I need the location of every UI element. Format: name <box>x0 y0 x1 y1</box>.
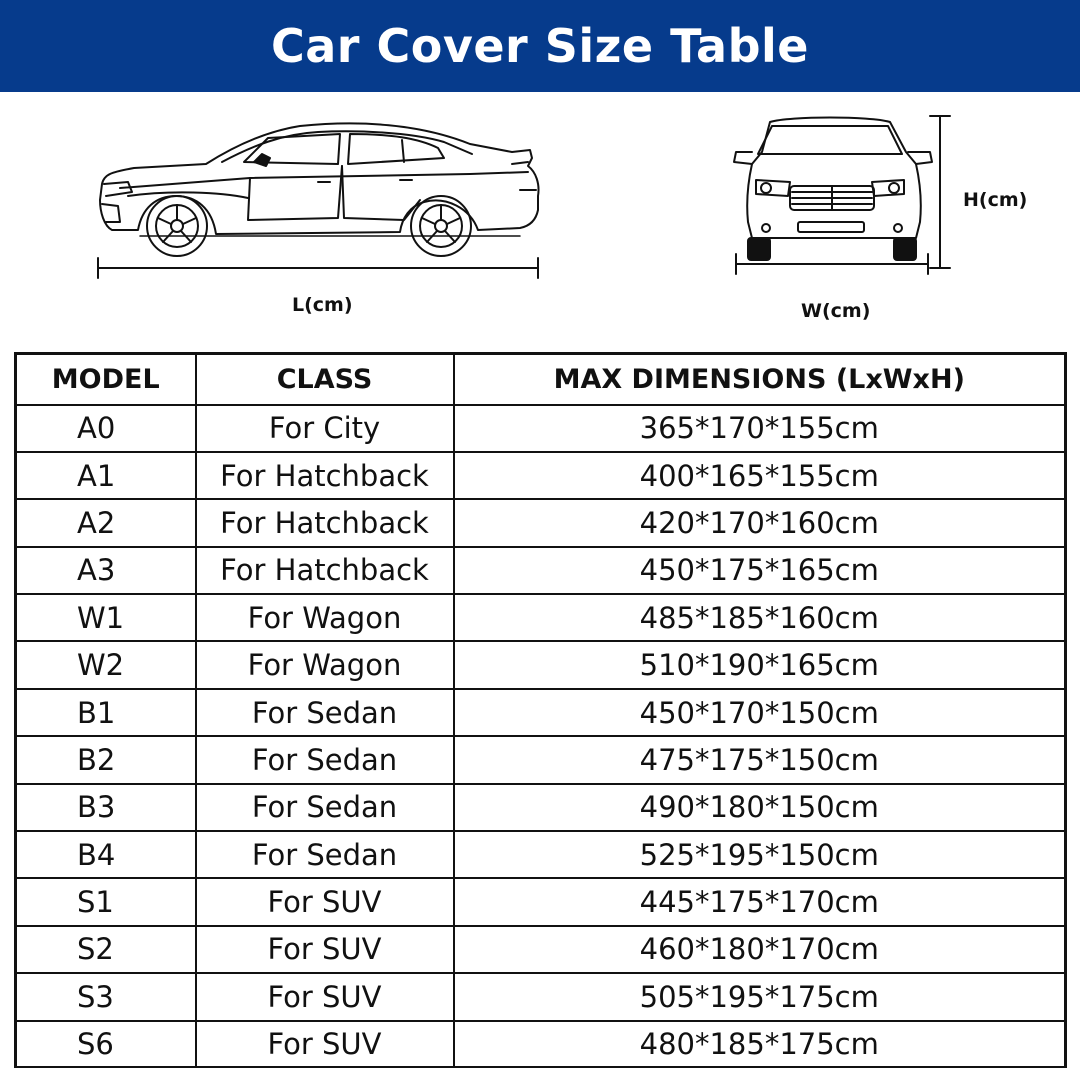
model-cell: B4 <box>16 831 196 878</box>
table-row <box>16 973 1066 1020</box>
table-row <box>16 499 1066 546</box>
table-row <box>16 926 1066 973</box>
table-row <box>16 784 1066 831</box>
model-cell: B2 <box>16 736 196 783</box>
dimensions-cell: 490*180*150cm <box>454 784 1066 831</box>
dimensions-cell: 450*170*150cm <box>454 689 1066 736</box>
class-cell: For Hatchback <box>196 547 454 594</box>
dimensions-cell: 475*175*150cm <box>454 736 1066 783</box>
size-table-header <box>16 354 1066 405</box>
car-dimension-diagram <box>0 92 1080 350</box>
dimensions-cell: 445*175*170cm <box>454 878 1066 925</box>
dimensions-cell: 365*170*155cm <box>454 405 1066 452</box>
header-class: CLASS <box>196 354 454 405</box>
table-row <box>16 736 1066 783</box>
model-cell: A2 <box>16 499 196 546</box>
table-row <box>16 831 1066 878</box>
model-cell: S6 <box>16 1021 196 1068</box>
model-cell: B3 <box>16 784 196 831</box>
header-model: MODEL <box>16 354 196 405</box>
class-cell: For Hatchback <box>196 499 454 546</box>
model-cell: B1 <box>16 689 196 736</box>
class-cell: For Sedan <box>196 784 454 831</box>
header-row <box>16 354 1066 405</box>
dimensions-cell: 460*180*170cm <box>454 926 1066 973</box>
width-label: W(cm) <box>801 300 871 322</box>
dimensions-cell: 510*190*165cm <box>454 641 1066 688</box>
dimensions-cell: 480*185*175cm <box>454 1021 1066 1068</box>
model-cell: S3 <box>16 973 196 1020</box>
dimensions-cell: 420*170*160cm <box>454 499 1066 546</box>
dimensions-cell: 400*165*155cm <box>454 452 1066 499</box>
dimensions-cell: 485*185*160cm <box>454 594 1066 641</box>
size-table-body <box>16 405 1066 1068</box>
page-title: Car Cover Size Table <box>270 19 809 73</box>
front-view-car-drawing <box>734 118 932 261</box>
length-label: L(cm) <box>292 294 353 316</box>
side-view-car-drawing <box>100 123 539 256</box>
height-dimension-line <box>930 116 950 268</box>
class-cell: For Sedan <box>196 689 454 736</box>
class-cell: For SUV <box>196 973 454 1020</box>
table-row <box>16 594 1066 641</box>
class-cell: For Wagon <box>196 641 454 688</box>
model-cell: S1 <box>16 878 196 925</box>
class-cell: For Sedan <box>196 831 454 878</box>
class-cell: For Wagon <box>196 594 454 641</box>
table-row <box>16 689 1066 736</box>
dimensions-cell: 450*175*165cm <box>454 547 1066 594</box>
class-cell: For Hatchback <box>196 452 454 499</box>
model-cell: W2 <box>16 641 196 688</box>
table-row <box>16 405 1066 452</box>
class-cell: For SUV <box>196 926 454 973</box>
size-table <box>14 352 1067 1068</box>
class-cell: For City <box>196 405 454 452</box>
dimensions-cell: 525*195*150cm <box>454 831 1066 878</box>
class-cell: For Sedan <box>196 736 454 783</box>
model-cell: A0 <box>16 405 196 452</box>
table-row <box>16 878 1066 925</box>
model-cell: A3 <box>16 547 196 594</box>
table-row <box>16 547 1066 594</box>
title-banner <box>0 0 1080 92</box>
table-row <box>16 1021 1066 1068</box>
header-max-dimensions: MAX DIMENSIONS (LxWxH) <box>454 354 1066 405</box>
model-cell: A1 <box>16 452 196 499</box>
car-illustration <box>0 92 1080 350</box>
table-row <box>16 452 1066 499</box>
class-cell: For SUV <box>196 878 454 925</box>
model-cell: S2 <box>16 926 196 973</box>
length-dimension-line <box>98 258 538 278</box>
class-cell: For SUV <box>196 1021 454 1068</box>
table-row <box>16 641 1066 688</box>
dimensions-cell: 505*195*175cm <box>454 973 1066 1020</box>
model-cell: W1 <box>16 594 196 641</box>
height-label: H(cm) <box>963 189 1028 211</box>
